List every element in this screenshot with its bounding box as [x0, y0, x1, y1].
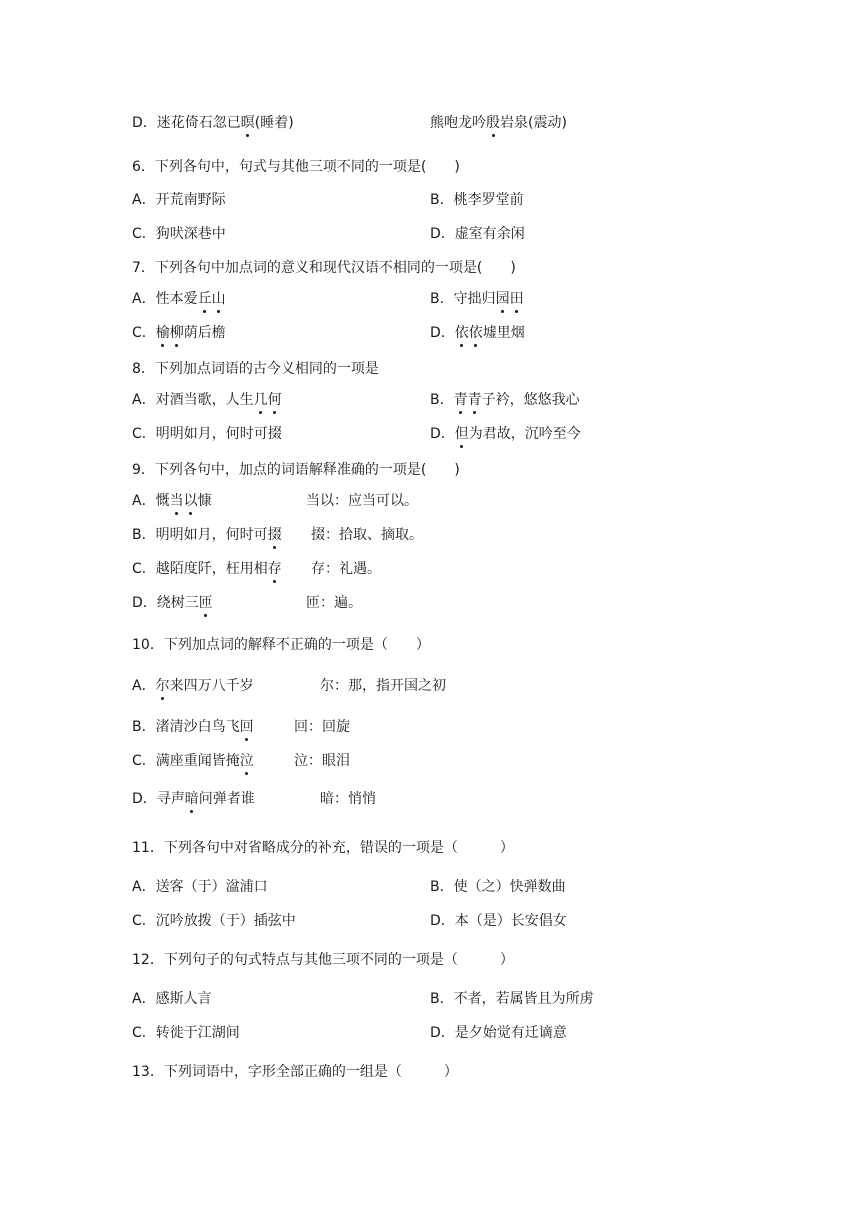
text-segment	[311, 524, 423, 546]
segment-text: 慷	[197, 493, 212, 509]
emphasis-dot-char: 园	[496, 288, 510, 310]
segment-text: D．寻声	[132, 791, 185, 807]
text-segment	[132, 524, 282, 546]
text-segment	[132, 910, 296, 932]
segment-text: 岩泉(震动)	[500, 115, 567, 131]
text-segment	[132, 288, 226, 310]
emphasis-dot-char: 柳	[170, 322, 184, 344]
segment-text: 熊咆龙吟	[430, 115, 486, 131]
segment-text: 暗：悄悄	[320, 791, 376, 807]
text-segment	[294, 716, 350, 738]
segment-text: 6．下列各句中，句式与其他三项不同的一项是( )	[132, 159, 460, 175]
segment-text: A．性本爱	[132, 291, 198, 307]
emphasis-dot-char: 几	[254, 389, 268, 411]
text-segment	[430, 1022, 567, 1044]
segment-text: B．使（之）快弹数曲	[430, 879, 566, 895]
emphasis-dot-char: 何	[268, 389, 282, 411]
text-segment	[132, 423, 282, 445]
segment-text: C．沉吟放拨（于）插弦中	[132, 913, 296, 929]
emphasis-dot-char: 青	[468, 389, 482, 411]
text-segment	[132, 837, 514, 859]
text-line	[0, 716, 860, 738]
text-segment	[430, 112, 567, 134]
emphasis-dot-char: 暗	[185, 788, 199, 810]
text-line	[0, 288, 860, 310]
text-segment	[132, 1061, 458, 1083]
emphasis-dot-char: 回	[240, 716, 254, 738]
text-line	[0, 949, 860, 971]
text-segment	[132, 592, 213, 614]
segment-text: C．狗吠深巷中	[132, 226, 226, 242]
segment-text: 为君故，沉吟至今	[468, 426, 581, 442]
text-line	[0, 910, 860, 932]
text-segment	[132, 223, 226, 245]
segment-text: D．是夕始觉有迁谪意	[430, 1025, 567, 1041]
segment-text: D．迷花倚石忽已	[132, 115, 241, 131]
text-line	[0, 358, 860, 380]
segment-text: 匝：遍。	[306, 595, 362, 611]
text-line	[0, 423, 860, 445]
text-segment	[132, 1022, 240, 1044]
text-segment	[132, 716, 254, 738]
segment-text: C．	[132, 325, 156, 341]
emphasis-dot-char: 当	[170, 490, 184, 512]
segment-text: 子衿，悠悠我心	[481, 392, 580, 408]
segment-text: 7．下列各句中加点词的意义和现代汉语不相同的一项是( )	[132, 260, 516, 276]
text-segment	[430, 389, 580, 411]
emphasis-dot-char: 存	[268, 558, 282, 580]
segment-text: 13．下列词语中，字形全部正确的一组是（ ）	[132, 1064, 458, 1080]
emphasis-dot-char: 田	[510, 288, 524, 310]
text-line	[0, 788, 860, 810]
segment-text: B．桃李罗堂前	[430, 192, 524, 208]
emphasis-dot-char: 泣	[240, 750, 254, 772]
segment-text: A．开荒南野际	[132, 192, 226, 208]
segment-text: 掇：拾取、摘取。	[311, 527, 423, 543]
segment-text: C．越陌度阡，枉用相	[132, 561, 268, 577]
segment-text: 尔：那，指开国之初	[320, 678, 446, 694]
text-segment	[430, 288, 524, 310]
segment-text: 11．下列各句中对省略成分的补充，错误的一项是（ ）	[132, 840, 514, 856]
segment-text: 8．下列加点词语的古今义相同的一项是	[132, 361, 379, 377]
text-segment	[132, 257, 516, 279]
text-segment	[430, 223, 525, 245]
text-segment	[311, 558, 381, 580]
text-line	[0, 988, 860, 1010]
emphasis-dot-char: 匝	[199, 592, 213, 614]
text-line	[0, 257, 860, 279]
text-line	[0, 389, 860, 411]
segment-text: B．守拙归	[430, 291, 496, 307]
segment-text: A．送客（于）湓浦口	[132, 879, 268, 895]
text-segment	[132, 358, 379, 380]
segment-text: A．感斯人言	[132, 991, 212, 1007]
segment-text: 回：回旋	[294, 719, 350, 735]
text-segment	[430, 910, 567, 932]
segment-text: (睡着)	[254, 115, 294, 131]
text-segment	[132, 112, 294, 134]
text-line	[0, 1022, 860, 1044]
text-segment	[132, 156, 460, 178]
segment-text: B．渚清沙白鸟飞	[132, 719, 240, 735]
text-segment	[320, 788, 376, 810]
emphasis-dot-char: 山	[212, 288, 226, 310]
segment-text: B．明明如月，何时可	[132, 527, 268, 543]
segment-text: B．	[430, 392, 454, 408]
segment-text: A．慨	[132, 493, 170, 509]
segment-text: 12．下列句子的句式特点与其他三项不同的一项是（ ）	[132, 952, 514, 968]
text-segment	[306, 490, 418, 512]
segment-text: 9．下列各句中，加点的词语解释准确的一项是( )	[132, 462, 460, 478]
text-segment	[132, 558, 282, 580]
text-line	[0, 112, 860, 134]
text-segment	[294, 750, 350, 772]
segment-text: 荫后檐	[183, 325, 226, 341]
segment-text: C．转徙于江湖间	[132, 1025, 240, 1041]
text-segment	[430, 322, 525, 344]
emphasis-dot-char: 青	[454, 389, 468, 411]
text-line	[0, 634, 860, 656]
text-line	[0, 156, 860, 178]
text-segment	[132, 459, 460, 481]
text-segment	[132, 876, 268, 898]
text-segment	[132, 988, 212, 1010]
segment-text: 问弹者谁	[198, 791, 255, 807]
segment-text: B．不者，若属皆且为所虏	[430, 991, 594, 1007]
segment-text: 10．下列加点词的解释不正确的一项是（ ）	[132, 637, 430, 653]
text-segment	[132, 389, 282, 411]
emphasis-dot-char: 依	[469, 322, 483, 344]
segment-text: 当以：应当可以。	[306, 493, 418, 509]
segment-text: D．本（是）长安倡女	[430, 913, 567, 929]
segment-text: D．绕树三	[132, 595, 199, 611]
text-segment	[320, 675, 446, 697]
text-line	[0, 189, 860, 211]
segment-text: 存：礼遇。	[311, 561, 381, 577]
emphasis-dot-char: 掇	[268, 524, 282, 546]
text-segment	[132, 490, 212, 512]
emphasis-dot-char: 以	[184, 490, 198, 512]
segment-text: C．明明如月，何时可掇	[132, 426, 282, 442]
segment-text: A．	[132, 678, 156, 694]
text-segment	[430, 876, 566, 898]
text-line	[0, 876, 860, 898]
text-segment	[132, 949, 514, 971]
text-segment	[306, 592, 362, 614]
segment-text: D．	[430, 325, 455, 341]
text-line	[0, 675, 860, 697]
text-segment	[132, 750, 254, 772]
segment-text: 墟里烟	[482, 325, 525, 341]
text-segment	[132, 189, 226, 211]
segment-text: C．满座重闻皆掩	[132, 753, 240, 769]
text-line	[0, 1061, 860, 1083]
text-line	[0, 592, 860, 614]
text-line	[0, 322, 860, 344]
segment-text: D．虚室有余闲	[430, 226, 525, 242]
emphasis-dot-char: 尔	[156, 675, 170, 697]
segment-text: A．对酒当歌，人生	[132, 392, 254, 408]
emphasis-dot-char: 但	[455, 423, 469, 445]
text-line	[0, 750, 860, 772]
text-segment	[132, 634, 430, 656]
text-segment	[430, 423, 581, 445]
text-line	[0, 837, 860, 859]
segment-text: 泣：眼泪	[294, 753, 350, 769]
emphasis-dot-char: 暝	[241, 112, 255, 134]
text-segment	[132, 675, 254, 697]
text-line	[0, 558, 860, 580]
text-line	[0, 459, 860, 481]
emphasis-dot-char: 殷	[486, 112, 500, 134]
text-line	[0, 490, 860, 512]
text-segment	[132, 788, 255, 810]
text-line	[0, 223, 860, 245]
text-segment	[430, 988, 594, 1010]
segment-text: 来四万八千岁	[169, 678, 254, 694]
text-line	[0, 524, 860, 546]
segment-text: D．	[430, 426, 455, 442]
text-segment	[430, 189, 524, 211]
emphasis-dot-char: 依	[455, 322, 469, 344]
emphasis-dot-char: 丘	[198, 288, 212, 310]
text-segment	[132, 322, 226, 344]
emphasis-dot-char: 榆	[156, 322, 170, 344]
